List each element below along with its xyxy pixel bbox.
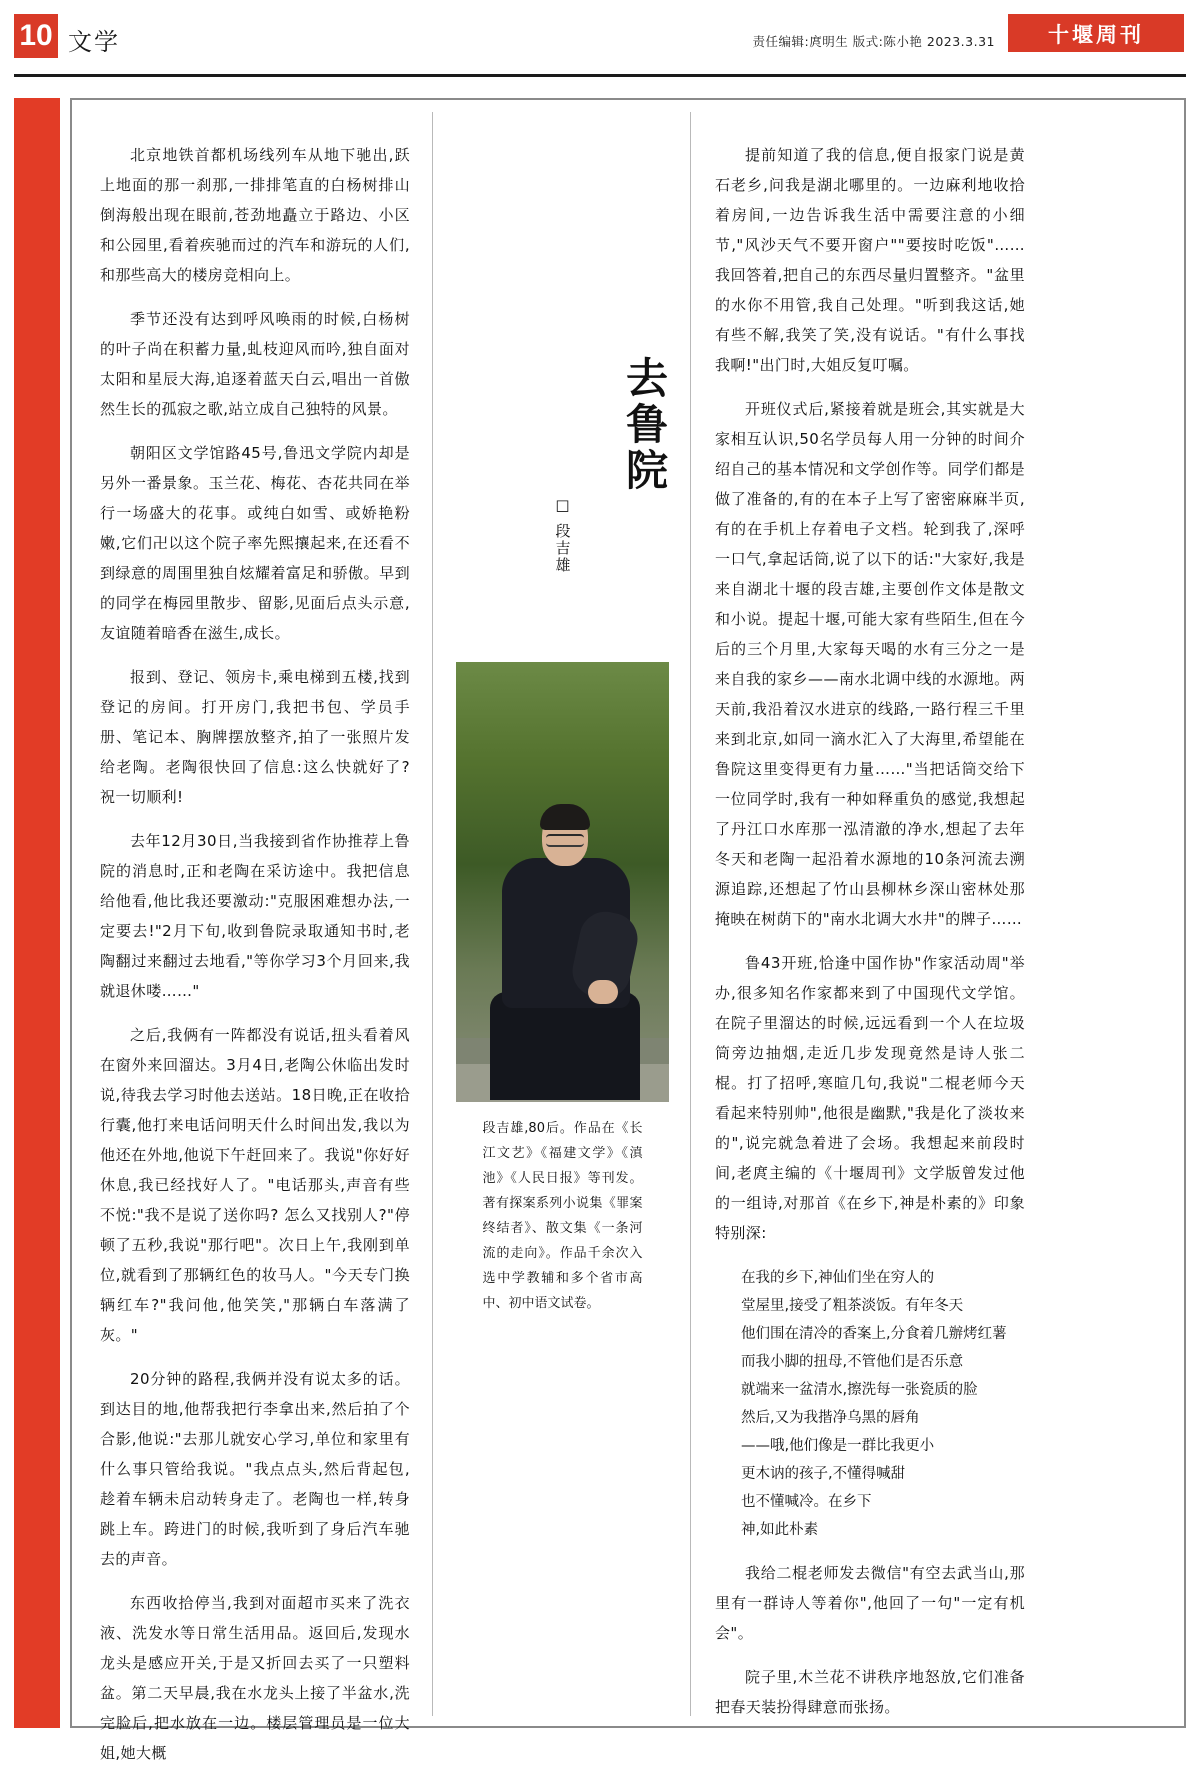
poem-line: 神,如此朴素 xyxy=(741,1522,819,1538)
poem-line: ——哦,他们像是一群比我更小 xyxy=(741,1438,935,1454)
glasses-icon xyxy=(546,834,584,847)
article-column-right xyxy=(715,140,1025,1736)
paragraph: 鲁43开班,恰逢中国作协"作家活动周"举办,很多知名作家都来到了中国现代文学馆。在院子里溜达的时候,远远看到一个人在垃圾筒旁边抽烟,走近几步发现竟然是诗人张二棍。打了招呼,寒暄几句,我说"二棍老师今天看起来特别帅",他很是幽默,"我是化了淡妆来的",说完就急着进了会场。我想起来前段时间,老庹主编的《十堰周刊》文学版曾发过他的一组诗,对那首《在乡下,神是朴素的》印象特别深: xyxy=(715,954,1025,1242)
paragraph: 报到、登记、领房卡,乘电梯到五楼,找到登记的房间。打开房门,我把书包、学员手册、笔记本、胸牌摆放整齐,拍了一张照片发给老陶。老陶很快回了信息:这么快就好了? 祝一切顺利! xyxy=(100,668,410,806)
header-divider xyxy=(14,74,1186,77)
paragraph: 开班仪式后,紧接着就是班会,其实就是大家相互认识,50名学员每人用一分钟的时间介绍自己的基本情况和文学创作等。同学们都是做了准备的,有的在本子上写了密密麻麻半页,有的在手机上存着电子文档。轮到我了,深呼一口气,拿起话筒,说了以下的话:"大家好,我是来自湖北十堰的段吉雄,主要创作文体是散文和小说。提起十堰,可能大家有些陌生,但在今后的三个月里,大家每天喝的水有三分之一是来自我的家乡——南水北调中线的水源地。两天前,我沿着汉水进京的线路,一路行程三千里来到北京,如同一滴水汇入了大海里,希望能在鲁院这里变得更有力量……"当把话筒交给下一位同学时,我有一种如释重负的感觉,我想起了丹江口水库那一泓清澈的净水,想起了去年冬天和老陶一起沿着水源地的10条河流去溯源追踪,还想起了竹山县柳林乡深山密林处那掩映在树荫下的"南水北调大水井"的牌子…… xyxy=(715,400,1025,928)
poem-line: 也不懂喊冷。在乡下 xyxy=(741,1494,872,1510)
article-column-middle xyxy=(455,140,670,1316)
photo-figure-legs xyxy=(490,992,640,1100)
editorial-credits: 责任编辑:庹明生 版式:陈小艳 2023.3.31 xyxy=(752,34,995,49)
poem-block xyxy=(741,1264,1025,1544)
article-title: 去鲁院 xyxy=(620,356,669,494)
section-title: 文学 xyxy=(68,28,120,56)
author-photo xyxy=(456,662,669,1102)
page-header xyxy=(0,0,1200,92)
paragraph: 去年12月30日,当我接到省作协推荐上鲁院的消息时,正和老陶在采访途中。我把信息给他看,他比我还要激动:"克服困难想办法,一定要去!"2月下旬,收到鲁院录取通知书时,老陶翻过来翻过去地看,"等你学习3个月回来,我就退休喽……" xyxy=(100,832,410,1000)
paragraph: 东西收拾停当,我到对面超市买来了洗衣液、洗发水等日常生活用品。返回后,发现水龙头是感应开关,于是又折回去买了一只塑料盆。第二天早晨,我在水龙头上接了半盆水,洗完脸后,把水放在一边。楼层管理员是一位大姐,她大概 xyxy=(100,1594,410,1762)
paragraph: 季节还没有达到呼风唤雨的时候,白杨树的叶子尚在积蓄力量,虬枝迎风而吟,独自面对太阳和星辰大海,追逐着蓝天白云,唱出一首傲然生长的孤寂之歌,站立成自己独特的风景。 xyxy=(100,310,410,418)
poem-line: 就端来一盆清水,擦洗每一张瓷质的脸 xyxy=(741,1382,978,1398)
photo-figure-hand xyxy=(588,980,618,1004)
article-author: □ 段吉雄 xyxy=(553,496,572,574)
paragraph: 之后,我俩有一阵都没有说话,扭头看着风在窗外来回溜达。3月4日,老陶公休临出发时说,待我去学习时他去送站。18日晚,正在收拾行囊,他打来电话问明天什么时间出发,我以为他还在外地,他说下午赶回来了。我说"你好好休息,我已经找好人了。"电话那头,声音有些不悦:"我不是说了送你吗? 怎么又找别人?"停顿了五秒,我说"那行吧"。次日上午,我刚到单位,就看到了那辆红色的妆马人。"今天专门换辆红车?"我问他,他笑笑,"那辆白车落满了灰。" xyxy=(100,1026,410,1344)
paragraph: 院子里,木兰花不讲秩序地怒放,它们准备把春天装扮得肆意而张扬。 xyxy=(715,1668,1025,1716)
paragraph: 20分钟的路程,我俩并没有说太多的话。到达目的地,他帮我把行李拿出来,然后拍了个合影,他说:"去那儿就安心学习,单位和家里有什么事只管给我说。"我点点头,然后背起包,趁着车辆未启动转身走了。老陶也一样,转身跳上车。跨进门的时候,我听到了身后汽车驰去的声音。 xyxy=(100,1370,410,1568)
paragraph: 朝阳区文学馆路45号,鲁迅文学院内却是另外一番景象。玉兰花、梅花、杏花共同在举行一场盛大的花事。或纯白如雪、或娇艳粉嫩,它们卍以这个院子率先熙攘起来,在还看不到绿意的周围里独自炫耀着富足和骄傲。早到的同学在梅园里散步、留影,见面后点头示意,友谊随着暗香在滋生,成长。 xyxy=(100,444,410,642)
article-title-wrap xyxy=(455,140,670,494)
poem-line: 然后,又为我揩净乌黑的唇角 xyxy=(741,1410,920,1426)
publication-brand: 十堰周刊 xyxy=(1006,12,1186,54)
paragraph: 提前知道了我的信息,便自报家门说是黄石老乡,问我是湖北哪里的。一边麻利地收拾着房间,一边告诉我生活中需要注意的小细节,"风沙天气不要开窗户""要按时吃饭"……我回答着,把自己的东西尽量归置整齐。"盆里的水你不用管,我自己处理。"听到我这话,她有些不解,我笑了笑,没有说话。"有什么事找我啊!"出门时,大姐反复叮嘱。 xyxy=(715,146,1025,374)
poem-line: 在我的乡下,神仙们坐在穷人的 xyxy=(741,1270,935,1286)
article-column-left xyxy=(100,140,410,1782)
column-divider-1 xyxy=(432,112,433,1716)
poem-line: 更木讷的孩子,不懂得喊甜 xyxy=(741,1466,906,1482)
column-divider-2 xyxy=(690,112,691,1716)
photo-figure-hair xyxy=(540,804,590,830)
paragraph: 北京地铁首都机场线列车从地下驰出,跃上地面的那一刹那,一排排笔直的白杨树排山倒海般出现在眼前,苍劲地矗立于路边、小区和公园里,看着疾驰而过的汽车和游玩的人们,和那些高大的楼房竞相向上。 xyxy=(100,146,410,284)
page-number: 10 xyxy=(14,14,58,58)
poem-line: 堂屋里,接受了粗茶淡饭。有年冬天 xyxy=(741,1298,964,1314)
paragraph: 我给二棍老师发去微信"有空去武当山,那里有一群诗人等着你",他回了一句"一定有机会"。 xyxy=(715,1564,1025,1642)
photo-caption: 段吉雄,80后。作品在《长江文艺》《福建文学》《滇池》《人民日报》等刊发。著有探案系列小说集《罪案终结者》、散文集《一条河流的走向》。作品千余次入选中学教辅和多个省市高中、初中语文试卷。 xyxy=(482,1121,643,1311)
poem-line: 他们围在清冷的香案上,分食着几辦烤红薯 xyxy=(741,1326,1007,1342)
poem-line: 而我小脚的扭母,不管他们是否乐意 xyxy=(741,1354,964,1370)
left-color-bar xyxy=(14,98,60,1728)
